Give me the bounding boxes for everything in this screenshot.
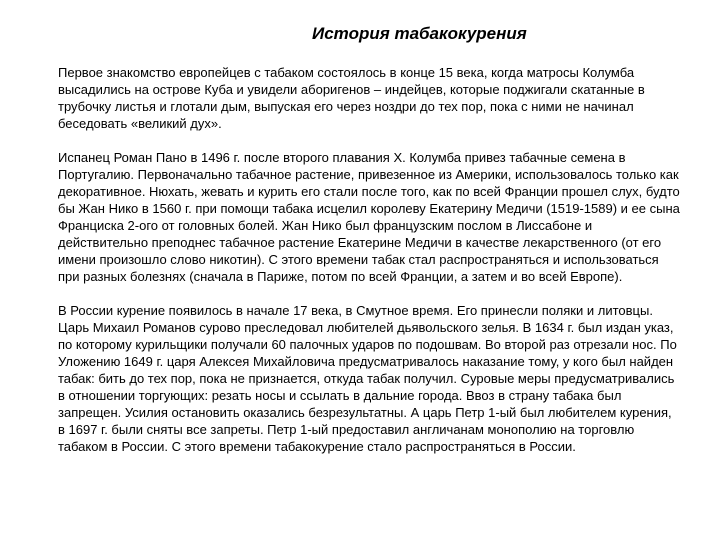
paragraph-europe: Испанец Роман Пано в 1496 г. после второго плавания Х. Колумба привез табачные семена в Португалию. Первоначально табачное растение, привезенное из Америки, использовалось только как декоративное. Нюхать, жевать и курить его стали после того, как по всей Франции прошел слух, будто бы Жан Нико в 1560 г. при помощи табака исцелил королеву Екатерину Медичи (1519-1589) и ее сына Франциска 2-ого от головных болей. Жан Нико был французским послом в Лиссабоне и действительно преподнес табачное растение Екатерине Медичи в качестве лекарственного (от его имени произошло слово никотин). С этого времени табак стал распространяться и использоваться при разных болезнях (сначала в Париже, потом по всей Франции, а затем и во всей Европе). [58, 150, 680, 284]
page-title: История табакокурения [312, 24, 527, 43]
paragraph-discovery: Первое знакомство европейцев с табаком состоялось в конце 15 века, когда матросы Колумба высадились на острове Куба и увидели аборигенов – индейцев, которые поджигали скатанные в трубочку листья и глотали дым, выпуская его через ноздри до тех пор, пока с ними не начинал беседовать «великий дух». [58, 65, 645, 131]
paragraph-russia: В России курение появилось в начале 17 века, в Смутное время. Его принесли поляки и литовцы. Царь Михаил Романов сурово преследовал любителей дьявольского зелья. В 1634 г. был издан указ, по которому курильщики получали 60 палочных ударов по подошвам. Во второй раз отрезали нос. По Уложению 1649 г. царя Алексея Михайловича предусматривалось наказание тому, у кого был найден табак: бить до тех пор, пока не признается, откуда табак получил. Суровые меры предусматривались в отношении торгующих: резать носы и ссылать в дальние города. Ввоз в страну табака был запрещен. Усилия остановить оказались безрезультатны. А царь Петр 1-ый был любителем курения, в 1697 г. были сняты все запреты. Петр 1-ый предоставил англичанам монополию на торговлю табаком в России. С этого времени табакокурение стало распространяться в России. [58, 303, 677, 454]
body-text [58, 64, 680, 472]
